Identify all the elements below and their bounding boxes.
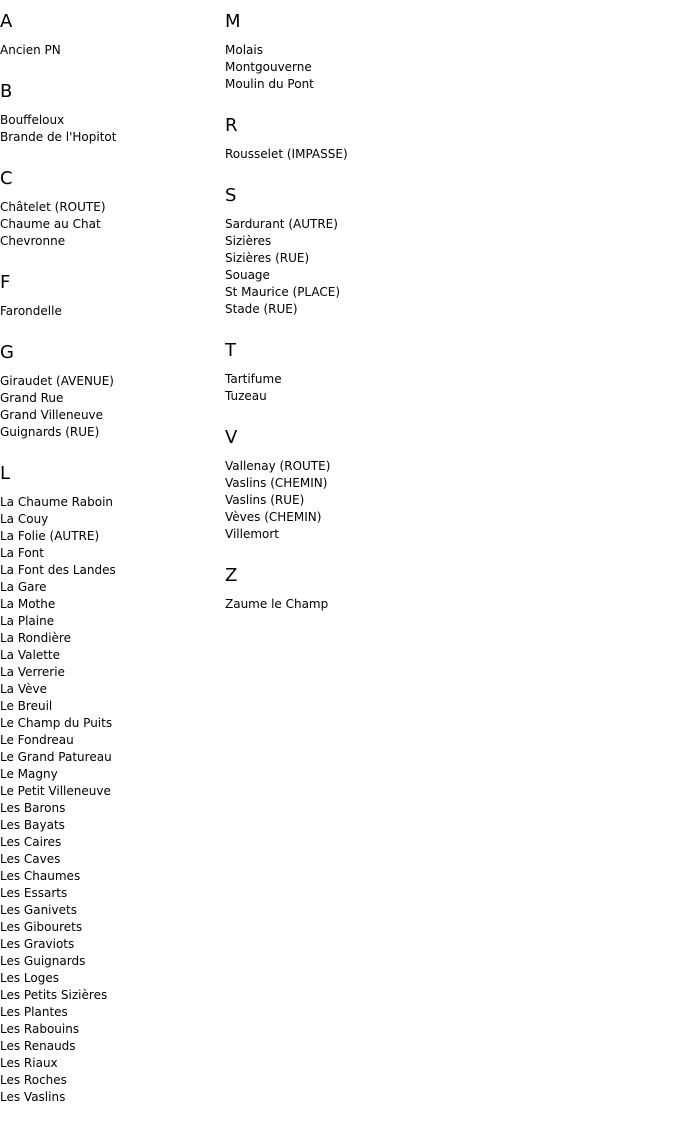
street-list (0, 494, 220, 1106)
street-name: Les Bayats (0, 818, 65, 832)
letter-section-f (0, 273, 220, 320)
letter-section-l (0, 464, 220, 1106)
street-name: Molais (225, 43, 263, 57)
street-name: Le Breuil (0, 699, 53, 713)
street-index-right-column (225, 0, 665, 636)
section-letter-heading: A (0, 11, 13, 32)
section-letter-heading: R (225, 115, 238, 136)
street-list (225, 371, 665, 405)
street-name: Chevronne (0, 234, 66, 248)
street-name: La Gare (0, 580, 47, 594)
street-name: Tuzeau (225, 389, 267, 403)
letter-section-z (225, 566, 665, 613)
street-name: Sizières (225, 234, 272, 248)
street-name: Les Guignards (0, 954, 86, 968)
letter-section-v (225, 428, 665, 543)
street-name: Ancien PN (0, 43, 61, 57)
street-name: La Font des Landes (0, 563, 116, 577)
street-name: Les Caires (0, 835, 62, 849)
letter-section-c (0, 169, 220, 250)
street-name: Rousselet (IMPASSE) (225, 147, 348, 161)
street-name: Les Petits Sizières (0, 988, 108, 1002)
street-list (225, 146, 665, 163)
street-name: La Couy (0, 512, 49, 526)
street-list (0, 112, 220, 146)
street-list (0, 42, 220, 59)
street-list (225, 216, 665, 318)
street-name: Les Rabouins (0, 1022, 80, 1036)
street-name: Grand Rue (0, 391, 64, 405)
street-name: Les Ganivets (0, 903, 77, 917)
street-name: La Folie (AUTRE) (0, 529, 100, 543)
street-list (0, 303, 220, 320)
street-list (0, 373, 220, 441)
street-name: Farondelle (0, 304, 62, 318)
street-name: Brande de l'Hopitot (0, 130, 117, 144)
section-letter-heading: S (225, 185, 237, 206)
street-name: Les Essarts (0, 886, 68, 900)
street-name: Les Riaux (0, 1056, 58, 1070)
street-name: Vaslins (RUE) (225, 493, 305, 507)
street-name: Les Roches (0, 1073, 67, 1087)
section-letter-heading: Z (225, 565, 238, 586)
street-name: Giraudet (AVENUE) (0, 374, 114, 388)
section-letter-heading: B (0, 81, 13, 102)
letter-section-g (0, 343, 220, 441)
street-name: La Vève (0, 682, 47, 696)
street-name: Sizières (RUE) (225, 251, 310, 265)
letter-section-r (225, 116, 665, 163)
street-list (225, 42, 665, 93)
section-letter-heading: G (0, 342, 14, 363)
street-name: Les Gibourets (0, 920, 83, 934)
street-list (0, 199, 220, 250)
street-name: Bouffeloux (0, 113, 65, 127)
street-name: Vèves (CHEMIN) (225, 510, 322, 524)
section-letter-heading: T (225, 340, 236, 361)
street-name: Zaume le Champ (225, 597, 329, 611)
street-name: Montgouverne (225, 60, 312, 74)
street-name: La Plaine (0, 614, 55, 628)
street-name: Tartifume (225, 372, 282, 386)
street-name: Chaume au Chat (0, 217, 101, 231)
street-name: Le Fondreau (0, 733, 74, 747)
street-index-left-column (0, 0, 220, 1129)
section-letter-heading: V (225, 427, 238, 448)
street-name: Les Plantes (0, 1005, 68, 1019)
letter-section-b (0, 82, 220, 146)
street-name: Villemort (225, 527, 279, 541)
street-name: Souage (225, 268, 270, 282)
section-letter-heading: C (0, 168, 13, 189)
street-name: La Chaume Raboin (0, 495, 114, 509)
street-name: Le Grand Patureau (0, 750, 112, 764)
street-name: Les Chaumes (0, 869, 81, 883)
street-name: Guignards (RUE) (0, 425, 100, 439)
street-name: Châtelet (ROUTE) (0, 200, 106, 214)
street-name: St Maurice (PLACE) (225, 285, 341, 299)
street-name: Les Vaslins (0, 1090, 66, 1104)
street-name: Grand Villeneuve (0, 408, 104, 422)
section-letter-heading: L (0, 463, 11, 484)
street-name: Les Graviots (0, 937, 75, 951)
street-name: La Valette (0, 648, 60, 662)
street-name: Les Caves (0, 852, 61, 866)
section-letter-heading: F (0, 272, 11, 293)
street-name: Stade (RUE) (225, 302, 298, 316)
section-letter-heading: M (225, 11, 241, 32)
letter-section-m (225, 12, 665, 93)
street-name: Les Barons (0, 801, 66, 815)
letter-section-t (225, 341, 665, 405)
street-list (225, 596, 665, 613)
street-name: La Font (0, 546, 44, 560)
street-name: Vaslins (CHEMIN) (225, 476, 328, 490)
street-list (225, 458, 665, 543)
street-name: Le Magny (0, 767, 58, 781)
street-name: Les Renauds (0, 1039, 76, 1053)
street-name: Sardurant (AUTRE) (225, 217, 338, 231)
street-name: La Verrerie (0, 665, 65, 679)
street-name: La Rondière (0, 631, 71, 645)
street-name: Les Loges (0, 971, 59, 985)
street-name: Vallenay (ROUTE) (225, 459, 331, 473)
street-name: Le Champ du Puits (0, 716, 113, 730)
street-name: Moulin du Pont (225, 77, 314, 91)
letter-section-s (225, 186, 665, 318)
street-name: Le Petit Villeneuve (0, 784, 111, 798)
letter-section-a (0, 12, 220, 59)
street-name: La Mothe (0, 597, 56, 611)
